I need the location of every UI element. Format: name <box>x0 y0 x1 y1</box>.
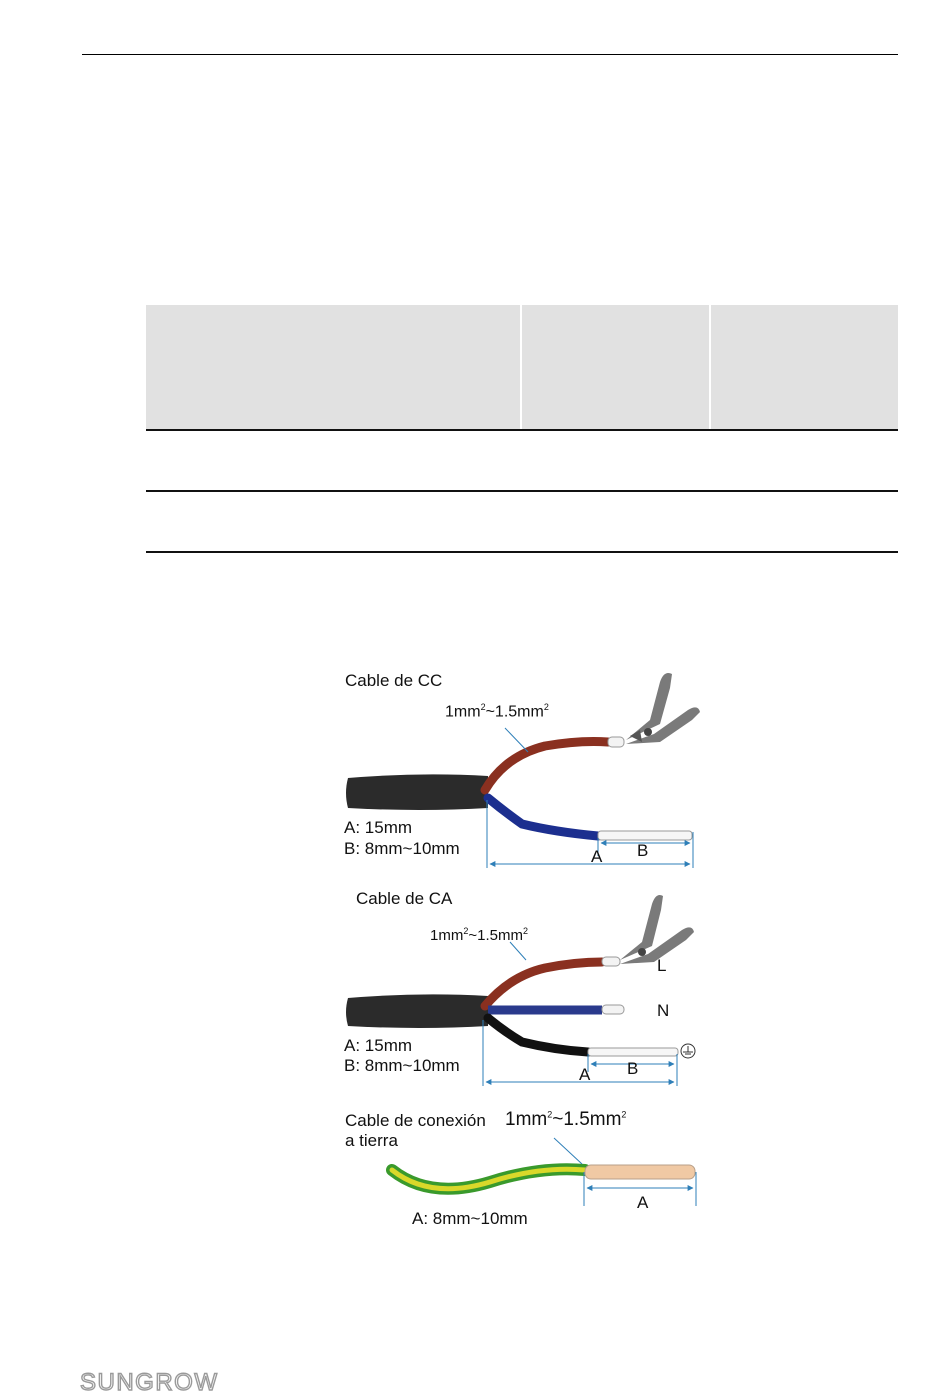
header-rule <box>82 54 898 55</box>
ground-dim-a-label: A <box>637 1193 649 1212</box>
ac-blue-stripped-end <box>602 1005 624 1014</box>
ground-cable-drawing <box>392 1138 696 1206</box>
cable-illustration <box>330 660 720 1240</box>
table-cell <box>146 431 520 490</box>
ac-brown-stripped-end <box>602 957 620 966</box>
ground-cross-section-label: $1mm^2\sim 1.5mm^2$ <box>505 1109 627 1130</box>
table-cell <box>709 431 896 490</box>
dc-brown-stripped-end <box>608 737 624 747</box>
ac-wire-n-label: N <box>657 1001 670 1020</box>
dc-blue-stripped-end <box>598 831 692 840</box>
ac-b-spec: B: 8mm~10mm <box>344 1056 460 1075</box>
dc-cross-section-label: $1mm^2\sim 1.5mm^2$ <box>445 702 549 721</box>
ac-black-wire <box>488 1018 588 1052</box>
spec-table <box>146 305 898 553</box>
ground-cable-title-line2: a tierra <box>345 1131 398 1150</box>
ac-sheath <box>346 994 488 1028</box>
ground-copper-core <box>585 1165 695 1179</box>
table-header-cell <box>146 305 520 429</box>
table-cell <box>520 492 709 551</box>
table-cell <box>709 492 896 551</box>
table-cell <box>520 431 709 490</box>
svg-text:SUNGROW: SUNGROW <box>80 1369 219 1394</box>
sungrow-logo <box>80 1368 240 1394</box>
dc-b-spec: B: 8mm~10mm <box>344 839 460 858</box>
ground-a-spec: A: 8mm~10mm <box>412 1209 528 1228</box>
cable-stripping-figure <box>330 660 720 1240</box>
dc-cable-title: Cable de CC <box>345 671 443 690</box>
wire-stripper-icon <box>620 895 694 964</box>
ac-a-spec: A: 15mm <box>344 1036 413 1055</box>
table-row <box>146 431 898 492</box>
ac-wire-l-label: L <box>657 956 667 975</box>
dc-sheath <box>346 774 488 810</box>
table-cell <box>146 492 520 551</box>
ac-cable-title: Cable de CA <box>356 889 453 908</box>
dc-a-spec: A: 15mm <box>344 818 413 837</box>
table-row <box>146 492 898 553</box>
table-header-cell <box>709 305 896 429</box>
table-header-cell <box>520 305 709 429</box>
ac-dim-a-label: A <box>579 1065 591 1084</box>
ac-cross-section-label: $1mm^2\sim 1.5mm^2$ <box>430 926 528 944</box>
table-header-row <box>146 305 898 431</box>
ground-cable-title-line1: Cable de conexión <box>345 1111 486 1130</box>
ac-brown-wire <box>485 962 602 1006</box>
dc-brown-wire <box>485 742 608 791</box>
wire-stripper-icon <box>626 673 700 744</box>
dc-dim-b-label: B <box>637 841 649 860</box>
earth-ground-icon <box>681 1044 695 1058</box>
dc-dim-a-label: A <box>591 847 603 866</box>
ac-dim-b-label: B <box>627 1059 639 1078</box>
dc-blue-wire <box>488 798 598 836</box>
ac-black-stripped-end <box>588 1048 678 1056</box>
